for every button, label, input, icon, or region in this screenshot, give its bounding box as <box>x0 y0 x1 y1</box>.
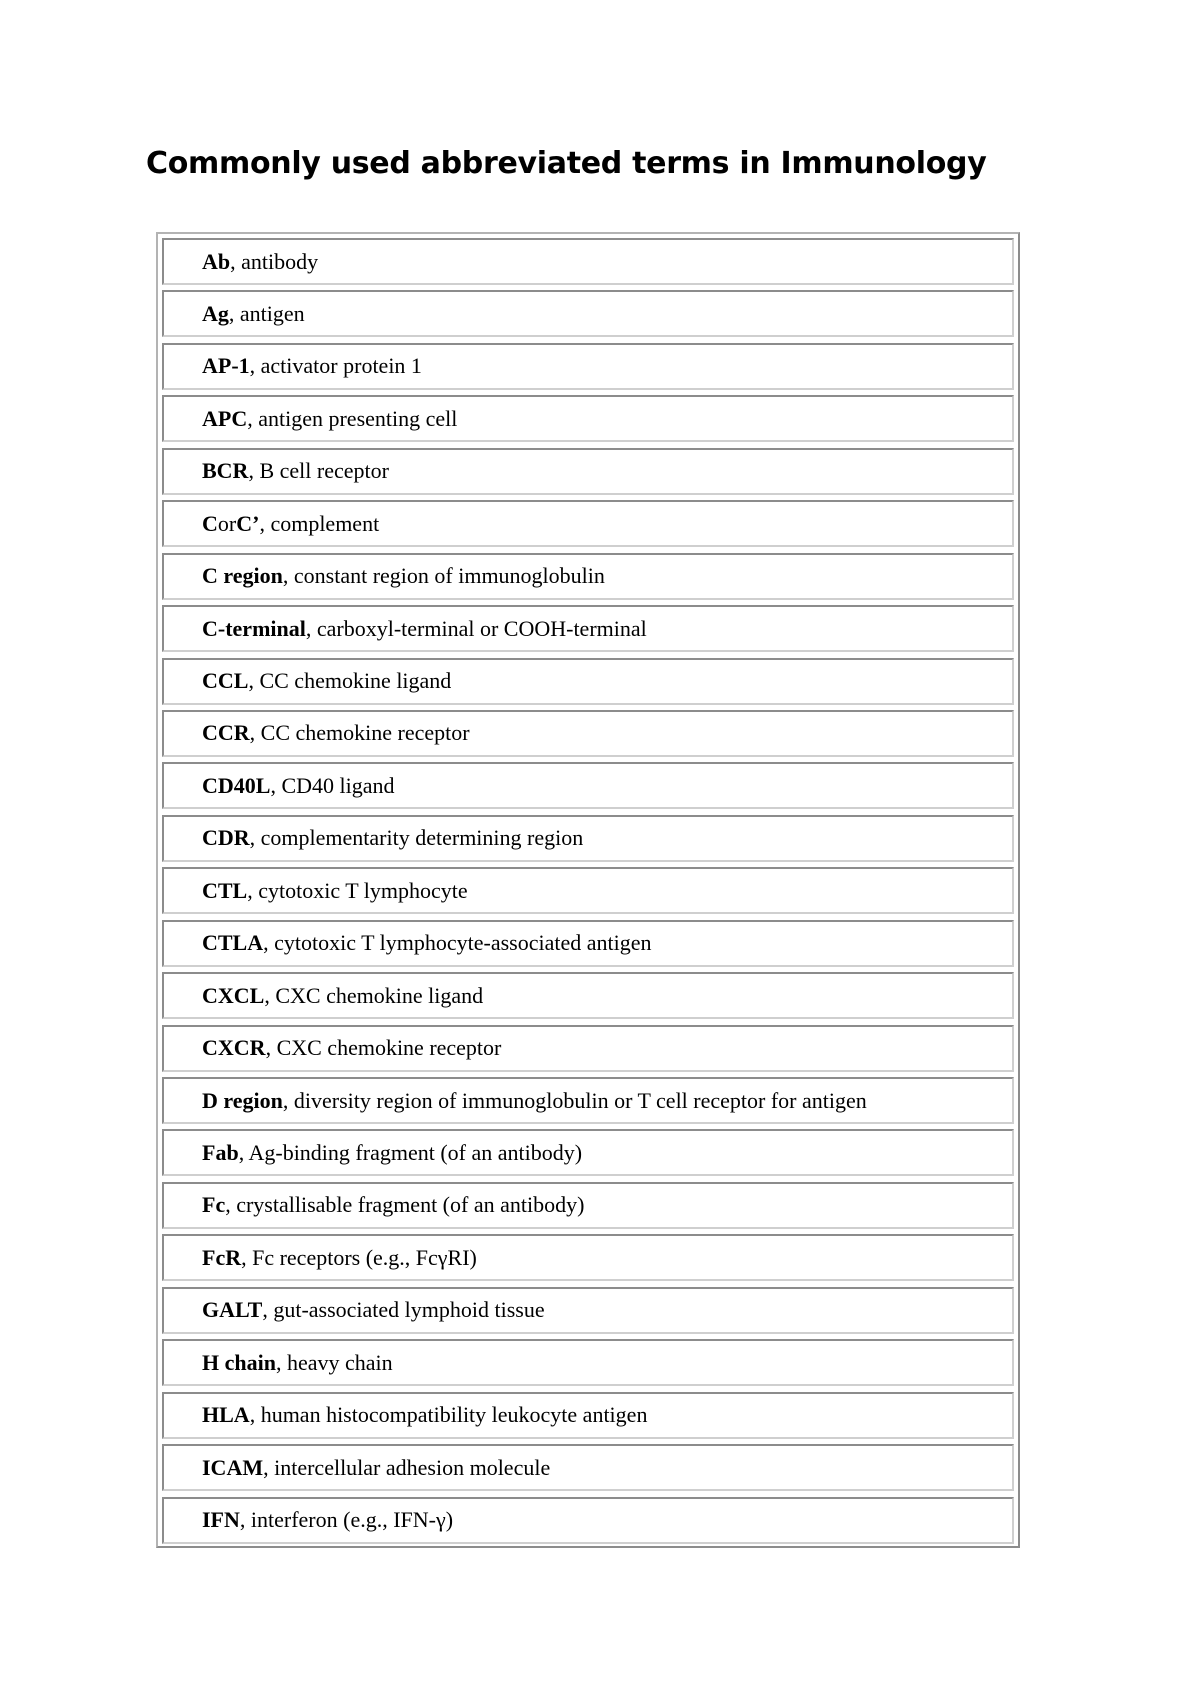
glossary-table <box>156 232 1020 1548</box>
definition: , constant region of immunoglobulin <box>282 563 605 589</box>
abbreviation: HLA <box>202 1402 250 1428</box>
definition: , B cell receptor <box>248 458 389 484</box>
abbreviation: CCL <box>202 668 249 693</box>
abbreviation: AP-1 <box>202 353 250 379</box>
abbreviation: Ag <box>202 300 229 326</box>
definition: , gut-associated lymphoid tissue <box>262 1297 545 1323</box>
glossary-row <box>162 290 1014 337</box>
glossary-row <box>162 1392 1014 1439</box>
definition: , interferon (e.g., IFN-γ) <box>239 1507 454 1532</box>
glossary-row <box>162 553 1014 600</box>
glossary-row <box>162 1025 1014 1072</box>
definition: , Ag-binding fragment (of an antibody) <box>238 1139 583 1165</box>
glossary-row <box>162 500 1014 547</box>
definition: , antigen <box>228 300 305 326</box>
glossary-row <box>162 762 1014 809</box>
abbreviation: GALT <box>202 1297 263 1323</box>
glossary-row <box>162 1339 1014 1386</box>
definition: , cytotoxic T lymphocyte <box>247 877 468 903</box>
glossary-row <box>162 1234 1014 1281</box>
definition: , CXC chemokine ligand <box>264 982 484 1008</box>
abbreviation: C region <box>202 563 283 589</box>
definition: , diversity region of immunoglobulin or T cell receptor for antigen <box>282 1087 867 1113</box>
abbreviation: CDR <box>202 825 250 851</box>
glossary-row <box>162 1077 1014 1124</box>
definition: , complementarity determining region <box>249 825 584 851</box>
abbreviation: BCR <box>202 458 249 484</box>
glossary-row <box>162 343 1014 390</box>
definition: , antigen presenting cell <box>247 405 458 431</box>
glossary-row <box>162 1182 1014 1229</box>
abbreviation: CXCL <box>202 982 265 1008</box>
definition: , cytotoxic T lymphocyte-associated antigen <box>263 930 652 956</box>
definition: , CD40 ligand <box>270 772 395 798</box>
glossary-row <box>162 867 1014 914</box>
abbreviation: APC <box>202 405 248 431</box>
definition: , antibody <box>230 248 319 274</box>
abbreviation: CD40L <box>202 772 271 798</box>
abbreviation-alt: C’ <box>236 510 260 536</box>
abbreviation: Ab <box>202 248 231 274</box>
definition: , complement <box>259 510 380 536</box>
abbreviation: CTLA <box>202 930 264 956</box>
abbreviation: C <box>202 510 218 536</box>
definition: , human histocompatibility leukocyte antigen <box>249 1402 648 1428</box>
definition: , intercellular adhesion molecule <box>263 1454 551 1480</box>
definition: , activator protein 1 <box>249 353 422 379</box>
abbreviation: FcR <box>202 1244 242 1270</box>
abbreviation: ICAM <box>202 1454 264 1480</box>
abbreviation: Fc <box>202 1192 226 1218</box>
abbreviation: CXCR <box>202 1035 266 1061</box>
abbreviation: C-terminal <box>202 615 306 641</box>
glossary-row <box>162 1444 1014 1491</box>
connector-text: or <box>217 510 237 536</box>
glossary-row <box>162 658 1014 705</box>
glossary-row <box>162 448 1014 495</box>
glossary-row <box>162 605 1014 652</box>
glossary-row <box>162 395 1014 442</box>
definition: , CXC chemokine receptor <box>265 1035 502 1061</box>
definition: , CC chemokine ligand <box>248 668 452 693</box>
glossary-row <box>162 920 1014 967</box>
glossary-row <box>162 238 1014 285</box>
abbreviation: CTL <box>202 877 248 903</box>
glossary-row <box>162 710 1014 757</box>
abbreviation: Fab <box>202 1139 239 1165</box>
glossary-row <box>162 815 1014 862</box>
abbreviation: IFN <box>202 1507 240 1532</box>
glossary-row <box>162 1287 1014 1334</box>
glossary-row <box>162 972 1014 1019</box>
glossary-row <box>162 1497 1014 1544</box>
definition: , crystallisable fragment (of an antibody) <box>225 1192 585 1218</box>
definition: , carboxyl-terminal or COOH-terminal <box>305 615 647 641</box>
abbreviation: D region <box>202 1087 283 1113</box>
definition: , heavy chain <box>275 1349 393 1375</box>
abbreviation: H chain <box>202 1349 276 1375</box>
page-title: Commonly used abbreviated terms in Immunology <box>146 146 987 181</box>
definition: , CC chemokine receptor <box>249 720 470 746</box>
definition: , Fc receptors (e.g., FcγRI) <box>241 1244 477 1270</box>
abbreviation: CCR <box>202 720 250 746</box>
glossary-row <box>162 1129 1014 1176</box>
